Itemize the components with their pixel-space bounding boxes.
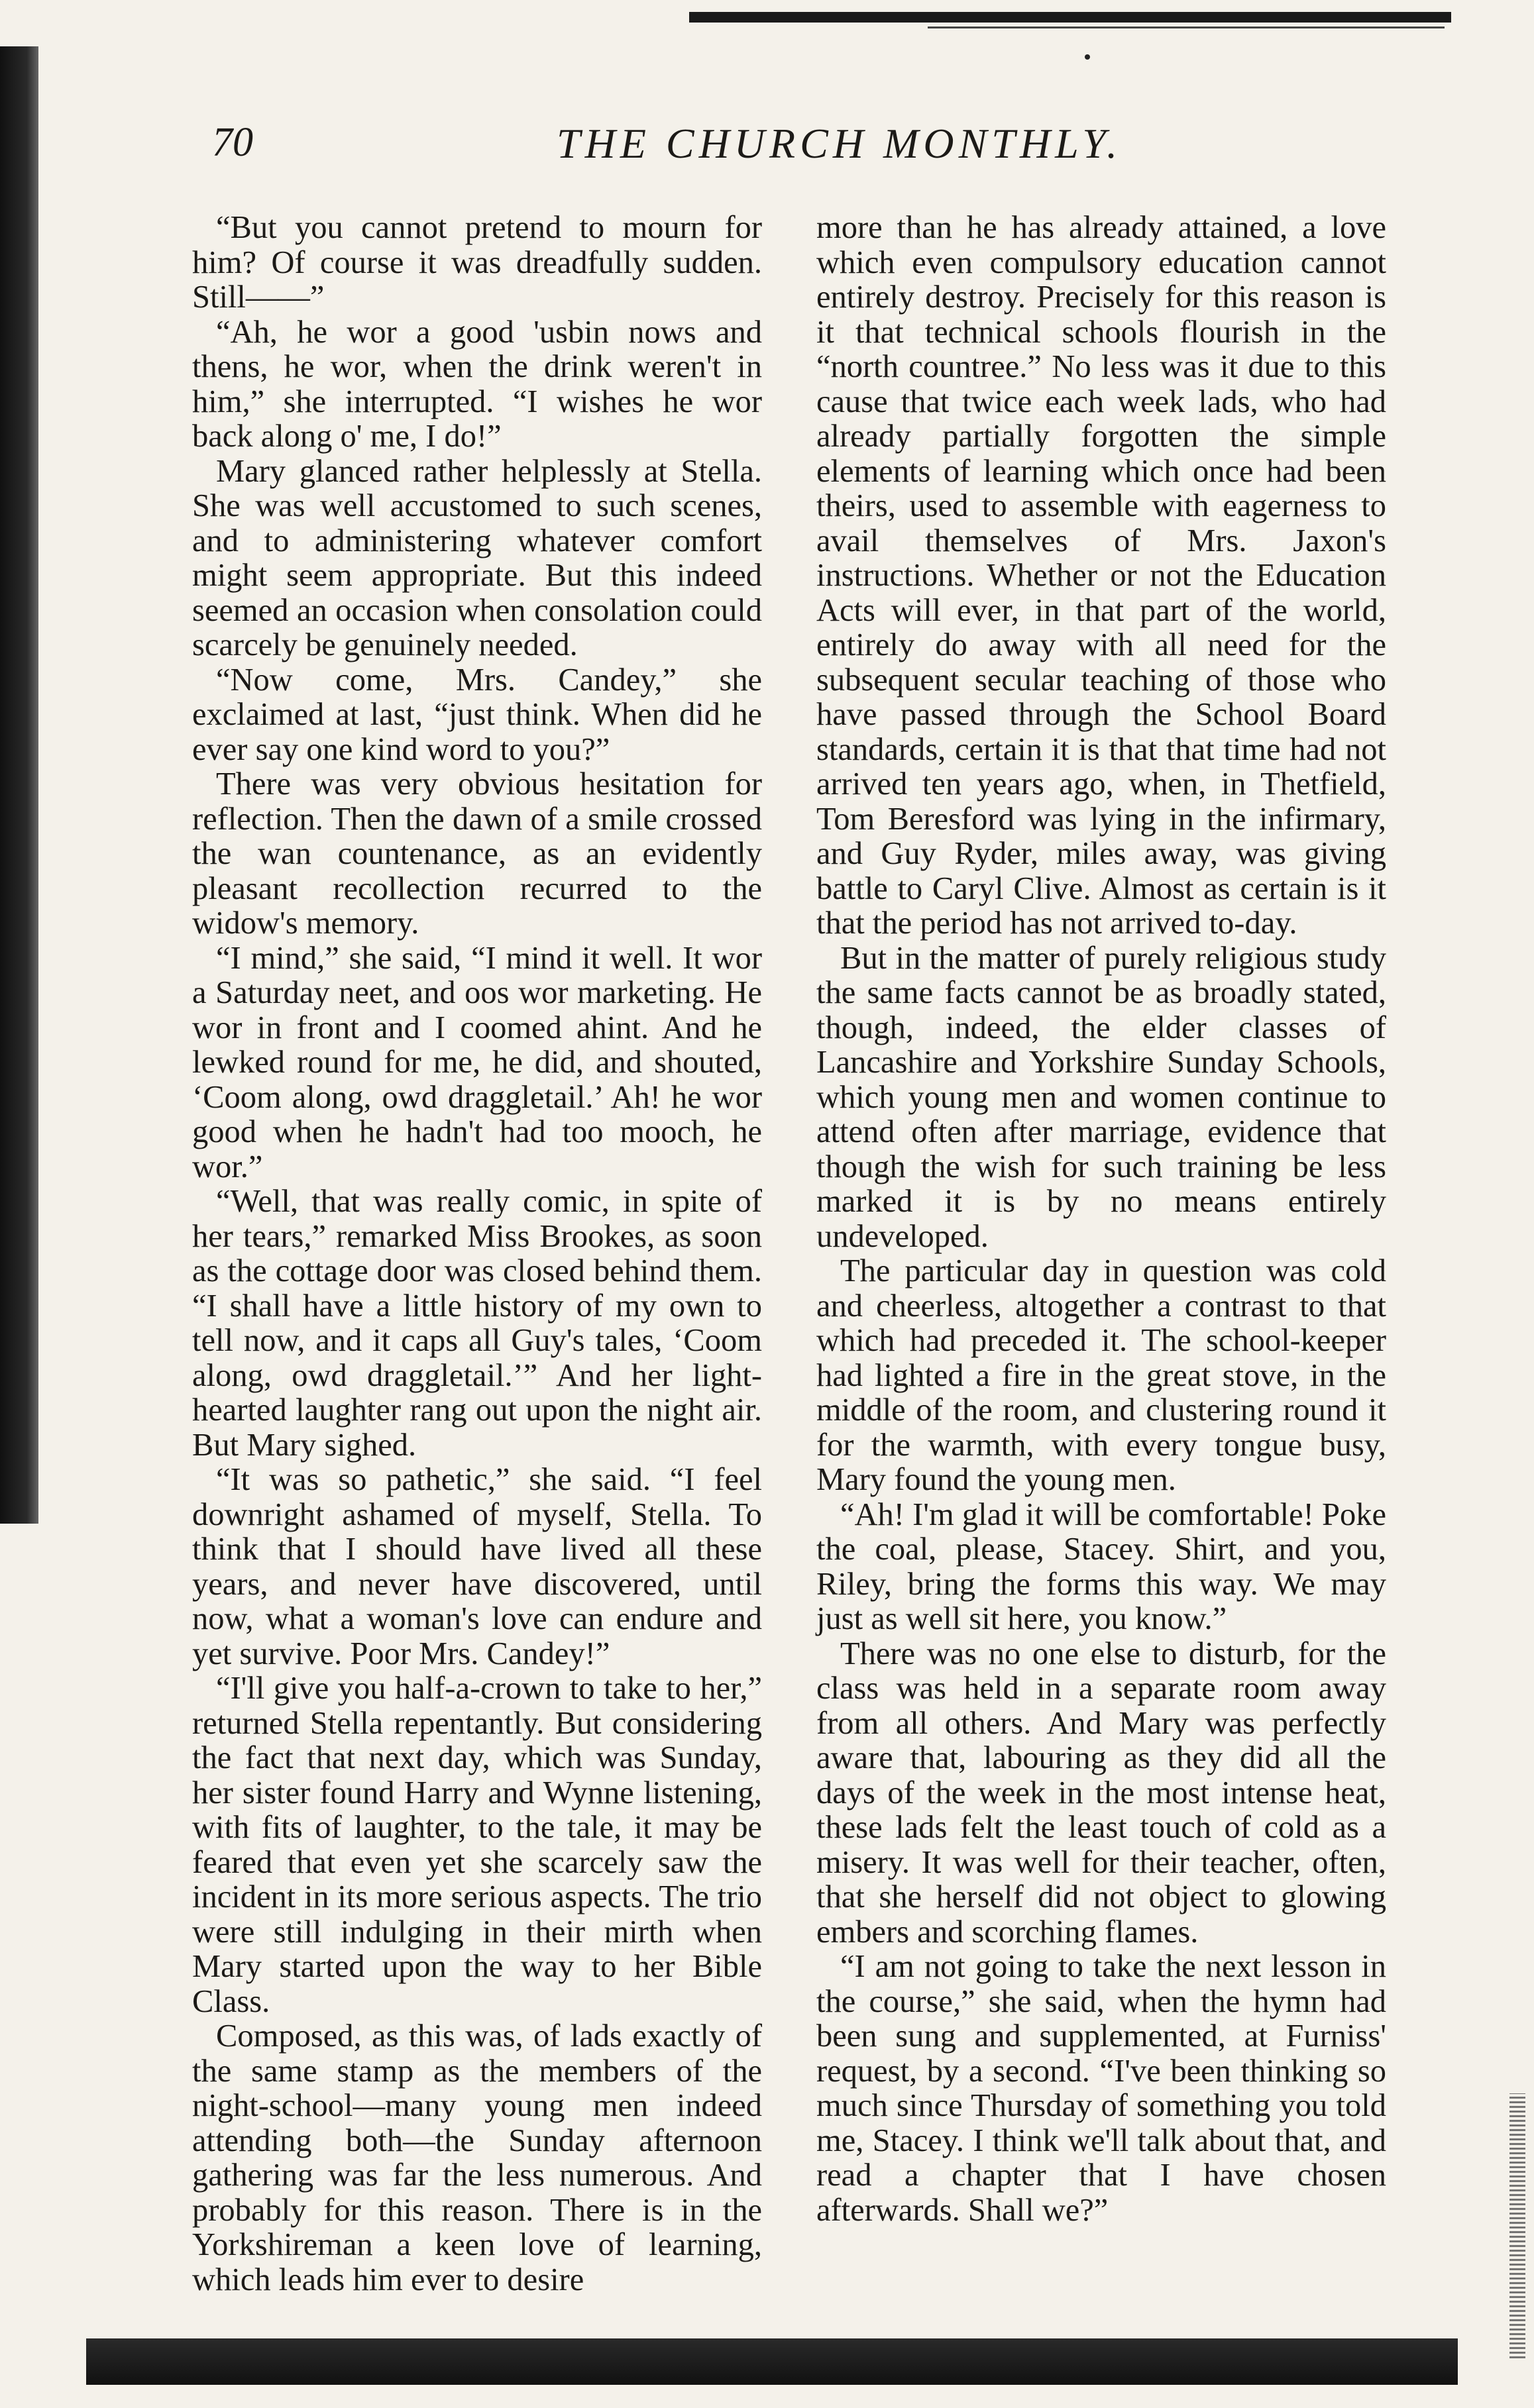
paragraph: “I'll give you half-a-crown to take to her,” returned Stella repentantly. But considering the fact that next day, which was Sunday, her sister found Harry and Wynne listening, with fits of laughter, to the tale, it may be feared that even yet she scarcely saw the incident in its more serious aspects. The trio were still indulging in their mirth when Mary started upon the way to her Bible Class.	[192, 1671, 762, 2019]
paragraph: “Ah! I'm glad it will be comfortable! Poke the coal, please, Stacey. Shirt, and you, Riley, bring the forms this way. We may just as well sit here, you know.”	[816, 1496, 1386, 1636]
paragraph: “I mind,” she said, “I mind it well. It wor a Saturday neet, and oos wor marketing. He wor in front and I coomed ahint. And he lewked round for me, he did, and shouted, ‘Coom along, owd draggletail.’ Ah! he wor good when he hadn't had too mooch, he wor.”	[192, 940, 762, 1184]
paragraph: “Ah, he wor a good 'usbin nows and thens, he wor, when the drink weren't in him,” she interrupted. “I wishes he wor back along o' me, I do!”	[192, 314, 762, 454]
bottom-scan-band	[86, 2338, 1458, 2385]
paragraph: more than he has already attained, a love which even compulsory education cannot entirely destroy. Precisely for this reason is it that technical schools flourish in the “north countree.” No less was it due to this cause that twice each week lads, who had already partially forgotten the simple elements of learning which once had been theirs, used to assemble with eagerness to avail themselves of Mrs. Jaxon's instructions. Whether or not the Education Acts will ever, in that part of the world, entirely do away with all need for the subsequent secular teaching of those who have passed through the School Board standards, certain it is that that time had not arrived ten years ago, when, in Thetfield, Tom Beresford was lying in the infirmary, and Guy Ryder, miles away, was giving battle to Caryl Clive. Almost as certain is it that the period has not arrived to-day.	[816, 210, 1386, 941]
paragraph: The particular day in question was cold and cheerless, altogether a contrast to that which had preceded it. The school-keeper had lighted a fire in the great stove, in the middle of the room, and clustering round it for the warmth, with every tongue busy, Mary found the young men.	[816, 1253, 1386, 1497]
running-head: THE CHURCH MONTHLY.	[557, 120, 1123, 167]
ink-speck	[1085, 54, 1090, 60]
page-header	[212, 106, 1286, 185]
paragraph: There was very obvious hesitation for reflection. Then the dawn of a smile crossed the wan countenance, as an evidently pleasant recollection recurred to the widow's memory.	[192, 766, 762, 941]
paragraph: “I am not going to take the next lesson in the course,” she said, when the hymn had been sung and supplemented, at Furniss' request, by a second. “I've been thinking so much since Thursday of something you told me, Stacey. I think we'll talk about that, and read a chapter that I have chosen afterwards. Shall we?”	[816, 1949, 1386, 2228]
paragraph: “But you cannot pretend to mourn for him? Of course it was dreadfully sudden. Still——”	[192, 210, 762, 315]
paragraph: “Now come, Mrs. Candey,” she exclaimed at last, “just think. When did he ever say one kind word to you?”	[192, 662, 762, 767]
paragraph: “Well, that was really comic, in spite of her tears,” remarked Miss Brookes, as soon as the cottage door was closed behind them. “I shall have a little history of my own to tell now, and it caps all Guy's tales, ‘Coom along, owd draggletail.’” And her light-hearted laughter rang out upon the night air. But Mary sighed.	[192, 1184, 762, 1463]
right-column	[816, 211, 1386, 2228]
top-rule	[689, 12, 1451, 23]
paragraph: There was no one else to disturb, for the class was held in a separate room away from all others. And Mary was perfectly aware that, labouring as they did all the days of the week in the most intense heat, these lads felt the least touch of cold as a misery. It was well for their teacher, often, that she herself did not object to glowing embers and scorching flames.	[816, 1636, 1386, 1950]
left-column	[192, 211, 762, 2297]
top-rule-thin	[928, 26, 1445, 28]
page-number: 70	[212, 120, 253, 165]
scan-edge-speckle	[1509, 2093, 1525, 2358]
paragraph: “It was so pathetic,” she said. “I feel downright ashamed of myself, Stella. To think that I should have lived all these years, and never have discovered, until now, what a woman's love can endure and yet survive. Poor Mrs. Candey!”	[192, 1462, 762, 1671]
paragraph: But in the matter of purely religious study the same facts cannot be as broadly stated, though, indeed, the elder classes of Lancashire and Yorkshire Sunday Schools, which young men and women continue to attend often after marriage, evidence that though the wish for such training be less marked it is by no means entirely undeveloped.	[816, 940, 1386, 1254]
scan-edge-shadow	[0, 46, 38, 1524]
paragraph: Mary glanced rather helplessly at Stella. She was well accustomed to such scenes, and to administering whatever comfort might seem appropriate. But this indeed seemed an occasion when consolation could scarcely be genuinely needed.	[192, 453, 762, 662]
paragraph: Composed, as this was, of lads exactly of the same stamp as the members of the night-school—many young men indeed attending both—the Sunday afternoon gathering was far the less numerous. And probably for this reason. There is in the Yorkshireman a keen love of learning, which leads him ever to desire	[192, 2018, 762, 2297]
